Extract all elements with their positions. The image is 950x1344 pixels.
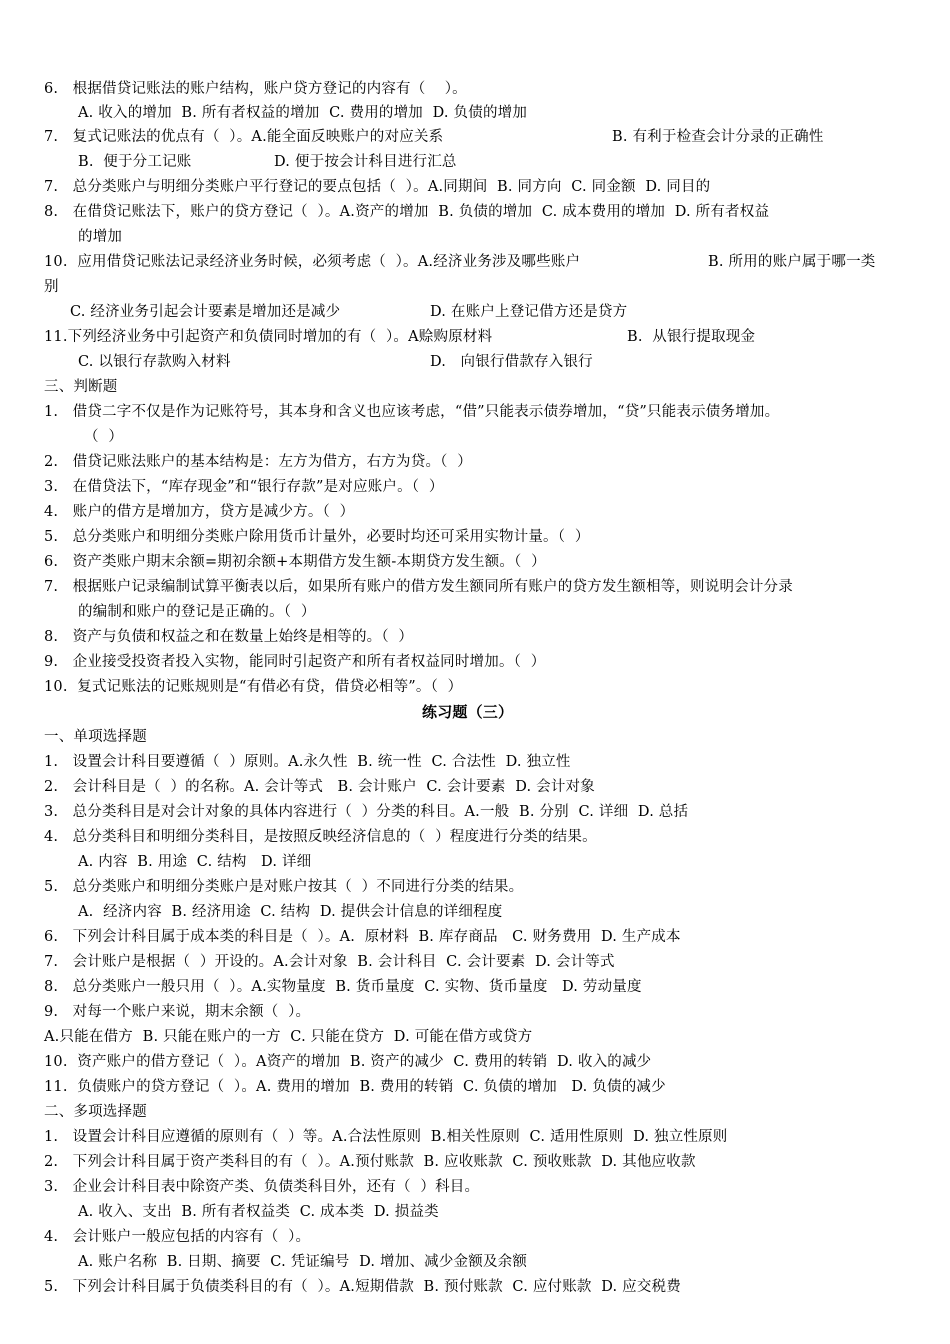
- question-line: 3. 企业会计科目表中除资产类、负债类科目外，还有（ ）科目。: [44, 1179, 480, 1195]
- question-line: 7. 总分类账户与明细分类账户平行登记的要点包括（ ）。A.同期间 B. 同方向 C. 同金额 D. 同目的: [44, 179, 711, 195]
- question-line: 7. 复式记账法的优点有（ ）。A.能全面反映账户的对应关系: [44, 129, 444, 145]
- question-line: 2. 借贷记账法账户的基本结构是：左方为借方，右方为贷。（ ）: [44, 454, 472, 470]
- option-line: C. 经济业务引起会计要素是增加还是减少: [70, 304, 341, 320]
- option-line: B. 便于分工记账: [78, 154, 192, 170]
- question-line: 10. 应用借贷记账法记录经济业务时候，必须考虑（ ）。A.经济业务涉及哪些账户: [44, 254, 581, 270]
- question-line: 3. 在借贷法下，“库存现金”和“银行存款”是对应账户。（ ）: [44, 479, 444, 495]
- question-line: 2. 会计科目是（ ）的名称。A. 会计等式 B. 会计账户 C. 会计要素 D. 会计对象: [44, 779, 595, 795]
- question-line: 11. 负债账户的贷方登记（ ）。A. 费用的增加 B. 费用的转销 C. 负债的增加 D. 负债的减少: [44, 1079, 666, 1095]
- answer-blank: （ ）: [84, 429, 124, 445]
- continuation-line: 别: [44, 279, 59, 295]
- option-line: D. 在账户上登记借方还是贷方: [430, 304, 628, 320]
- option-line: D. 向银行借款存入银行: [430, 354, 593, 370]
- question-line: 5. 下列会计科目属于负债类科目的有（ ）。A.短期借款 B. 预付账款 C. 应付账款 D. 应交税费: [44, 1279, 681, 1295]
- section-heading: 一、单项选择题: [44, 729, 147, 745]
- question-line: 1. 设置会计科目要遵循（ ）原则。A.永久性 B. 统一性 C. 合法性 D. 独立性: [44, 754, 571, 770]
- question-line: 10. 复式记账法的记账规则是“有借必有贷，借贷必相等”。（ ）: [44, 679, 463, 695]
- option-line: A. 账户名称 B. 日期、摘要 C. 凭证编号 D. 增加、减少金额及余额: [78, 1254, 528, 1270]
- section-heading: 三、判断题: [44, 379, 118, 395]
- option-line: B. 从银行提取现金: [627, 329, 756, 345]
- question-line: 6. 下列会计科目属于成本类的科目是（ ）。A. 原材料 B. 库存商品 C. 财务费用 D. 生产成本: [44, 929, 681, 945]
- question-line: 2. 下列会计科目属于资产类科目的有（ ）。A.预付账款 B. 应收账款 C. 预收账款 D. 其他应收款: [44, 1154, 696, 1170]
- option-line: B. 有利于检查会计分录的正确性: [612, 129, 824, 145]
- question-line: 7. 会计账户是根据（ ）开设的。A.会计对象 B. 会计科目 C. 会计要素 D. 会计等式: [44, 954, 615, 970]
- question-line: 4. 会计账户一般应包括的内容有（ ）。: [44, 1229, 311, 1245]
- question-line: 10. 资产账户的借方登记（ ）。A资产的增加 B. 资产的减少 C. 费用的转销 D. 收入的减少: [44, 1054, 652, 1070]
- continuation-line: 的增加: [78, 229, 123, 245]
- question-line: 3. 总分类科目是对会计对象的具体内容进行（ ）分类的科目。A.一般 B. 分别 C. 详细 D. 总括: [44, 804, 689, 820]
- question-line: 7. 根据账户记录编制试算平衡表以后，如果所有账户的借方发生额同所有账户的贷方发生额相等，则说明会计分录: [44, 579, 793, 595]
- question-line: 8. 在借贷记账法下，账户的贷方登记（ ）。A.资产的增加 B. 负债的增加 C. 成本费用的增加 D. 所有者权益: [44, 204, 770, 220]
- option-line: D. 便于按会计科目进行汇总: [274, 154, 457, 170]
- question-line: 1. 借贷二字不仅是作为记账符号，其本身和含义也应该考虑，“借”只能表示债券增加，“贷”只能表示债务增加。: [44, 404, 780, 420]
- question-line: 1. 设置会计科目应遵循的原则有（ ）等。A.合法性原则 B.相关性原则 C. 适用性原则 D. 独立性原则: [44, 1129, 728, 1145]
- exercise-title: 练习题（三）: [422, 703, 514, 721]
- question-line: 11.下列经济业务中引起资产和负债同时增加的有（ ）。A赊购原材料: [44, 329, 493, 345]
- option-line: A. 内容 B. 用途 C. 结构 D. 详细: [78, 854, 312, 870]
- option-line: A. 经济内容 B. 经济用途 C. 结构 D. 提供会计信息的详细程度: [78, 904, 503, 920]
- question-line: 8. 总分类账户一般只用（ ）。A.实物量度 B. 货币量度 C. 实物、货币量度 D. 劳动量度: [44, 979, 642, 995]
- option-line: C. 以银行存款购入材料: [78, 354, 231, 370]
- question-line: 9. 对每一个账户来说，期末余额（ ）。: [44, 1004, 311, 1020]
- question-line: 6. 根据借贷记账法的账户结构，账户贷方登记的内容有（ ）。: [44, 81, 467, 97]
- option-line: B. 所用的账户属于哪一类: [708, 254, 876, 270]
- question-line: 4. 账户的借方是增加方，贷方是减少方。（ ）: [44, 504, 355, 520]
- continuation-line: 的编制和账户的登记是正确的。（ ）: [78, 604, 316, 620]
- question-line: 5. 总分类账户和明细分类账户除用货币计量外，必要时均还可采用实物计量。（ ）: [44, 529, 590, 545]
- question-line: 6. 资产类账户期末余额=期初余额+本期借方发生额-本期贷方发生额。（ ）: [44, 554, 546, 570]
- question-line: 8. 资产与负债和权益之和在数量上始终是相等的。（ ）: [44, 629, 414, 645]
- option-line: A. 收入的增加 B. 所有者权益的增加 C. 费用的增加 D. 负债的增加: [78, 105, 528, 121]
- question-line: 9. 企业接受投资者投入实物，能同时引起资产和所有者权益同时增加。（ ）: [44, 654, 546, 670]
- option-line: A.只能在借方 B. 只能在账户的一方 C. 只能在贷方 D. 可能在借方或贷方: [44, 1029, 533, 1045]
- section-heading: 二、多项选择题: [44, 1104, 147, 1120]
- question-line: 4. 总分类科目和明细分类科目，是按照反映经济信息的（ ）程度进行分类的结果。: [44, 829, 597, 845]
- option-line: A. 收入、支出 B. 所有者权益类 C. 成本类 D. 损益类: [78, 1204, 439, 1220]
- question-line: 5. 总分类账户和明细分类账户是对账户按其（ ）不同进行分类的结果。: [44, 879, 524, 895]
